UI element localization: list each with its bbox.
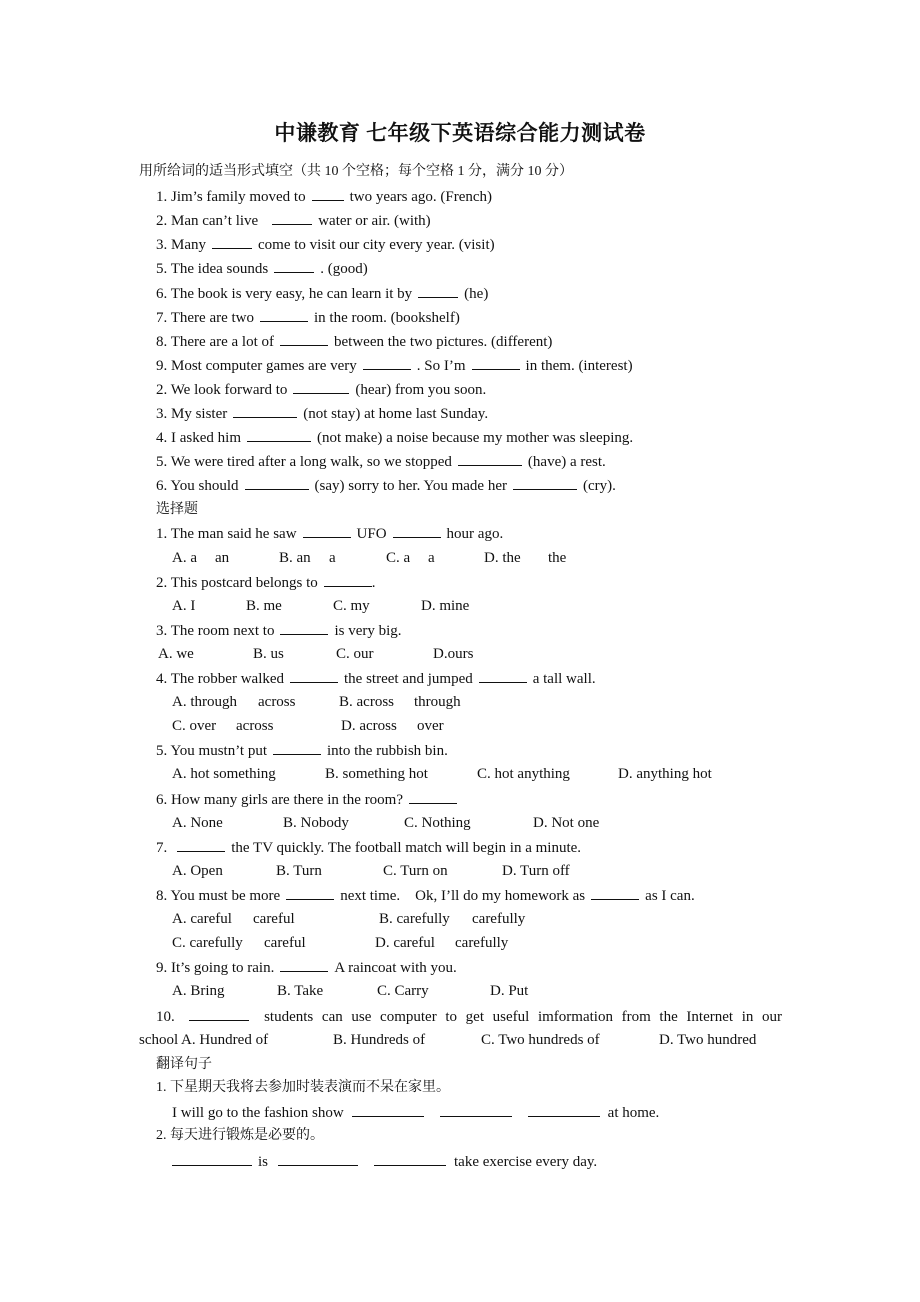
option[interactable]: C. carefully	[172, 935, 243, 951]
item-text: 2. We look forward to	[156, 382, 288, 398]
option[interactable]: B. an	[279, 550, 311, 566]
option[interactable]: careful	[253, 911, 295, 927]
item-text: (not stay) at home last Sunday.	[303, 406, 489, 422]
fill-item	[156, 403, 488, 424]
blank-line	[458, 451, 522, 466]
question-text: UFO	[356, 526, 387, 542]
question-text: 1. The man said he saw	[156, 526, 297, 542]
page-title: 中谦教育 七年级下英语综合能力测试卷	[274, 121, 646, 145]
item-text: between the two pictures. (different)	[334, 334, 553, 350]
option[interactable]: a	[329, 550, 336, 566]
translation-prompt: 2. 每天进行锻炼是必要的。	[156, 1128, 324, 1143]
blank-line	[513, 475, 577, 490]
item-text: in them. (interest)	[525, 358, 633, 374]
option[interactable]: A. hot something	[172, 766, 276, 782]
item-text: 9. Most computer games are very	[156, 358, 357, 374]
blank-line	[472, 355, 520, 370]
question-text: 9. It’s going to rain.	[156, 960, 275, 976]
option[interactable]: A. Open	[172, 863, 223, 879]
item-text: (say) sorry to her. You made her	[314, 478, 507, 494]
question-text: A raincoat with you.	[334, 960, 457, 976]
question	[156, 957, 457, 978]
blank-line	[418, 283, 458, 298]
option[interactable]: the	[548, 550, 567, 566]
blank-line	[479, 668, 527, 683]
question	[156, 668, 596, 689]
option[interactable]: over	[417, 718, 444, 734]
answer-text: I will go to the fashion show	[172, 1105, 344, 1121]
option[interactable]: D. Put	[490, 983, 529, 999]
item-text: (not make) a noise because my mother was sleeping.	[316, 430, 634, 446]
option[interactable]: carefully	[472, 911, 526, 927]
option[interactable]: B. us	[253, 646, 284, 662]
item-text: water or air. (with)	[318, 213, 431, 229]
question	[156, 837, 581, 858]
section1-note: （共 10 个空格；每个空格 1 分，满分 10 分）	[293, 164, 573, 179]
item-text: 1. Jim’s family moved to	[156, 189, 306, 205]
fill-item	[156, 234, 495, 255]
blank-line	[312, 186, 344, 201]
blank-line	[189, 1006, 249, 1021]
question	[156, 740, 448, 761]
fill-item	[156, 258, 368, 279]
item-text: . (good)	[320, 261, 368, 277]
blank-line	[280, 331, 328, 346]
question-text: 10.	[156, 1009, 175, 1025]
question-text: 4. The robber walked	[156, 671, 285, 687]
option[interactable]: C. hot anything	[477, 766, 570, 782]
question-text: school	[139, 1032, 179, 1048]
option[interactable]: A. we	[158, 646, 194, 662]
option[interactable]: across	[258, 694, 296, 710]
blank-line	[324, 572, 372, 587]
option[interactable]: A. Hundred of	[181, 1032, 269, 1048]
question-text: hour ago.	[446, 526, 504, 542]
option[interactable]: across	[236, 718, 274, 734]
item-text: 5. The idea sounds	[156, 261, 269, 277]
fill-item	[156, 379, 486, 400]
fill-item	[156, 451, 606, 472]
blank-line	[303, 523, 351, 538]
blank-line	[290, 668, 338, 683]
blank-line	[245, 475, 309, 490]
question-text: 2. This postcard belongs to	[156, 575, 318, 591]
blank-line	[286, 885, 334, 900]
question	[156, 620, 402, 641]
option[interactable]: B. something hot	[325, 766, 428, 782]
question-text: 6. How many girls are there in the room?	[156, 792, 404, 808]
blank-line	[274, 258, 314, 273]
option[interactable]: B. Take	[277, 983, 324, 999]
blank-line[interactable]	[278, 1151, 358, 1166]
blank-line	[591, 885, 639, 900]
fill-item	[156, 355, 633, 376]
option[interactable]: D. anything hot	[618, 766, 712, 782]
blank-line	[177, 837, 225, 852]
item-text: (have) a rest.	[527, 454, 606, 470]
question-text: students can use computer to get useful imformation from the Internet in our	[264, 1009, 783, 1025]
translation-answer	[172, 1102, 659, 1123]
section1-header	[139, 161, 573, 182]
blank-line	[273, 740, 321, 755]
fill-item	[156, 186, 492, 207]
question-text: the street and jumped	[344, 671, 473, 687]
blank-line[interactable]	[172, 1151, 252, 1166]
option[interactable]: D. Turn off	[502, 863, 570, 879]
option[interactable]: C. over	[172, 718, 217, 734]
option[interactable]: D.ours	[433, 646, 474, 662]
blank-line	[280, 620, 328, 635]
option[interactable]: C. Nothing	[404, 815, 471, 831]
question	[156, 572, 376, 593]
option[interactable]: A. through	[172, 694, 237, 710]
blank-line[interactable]	[440, 1102, 512, 1117]
option[interactable]: A. a	[172, 550, 197, 566]
option[interactable]: A. careful	[172, 911, 232, 927]
item-text: in the room. (bookshelf)	[314, 310, 460, 326]
option[interactable]: C. our	[336, 646, 374, 662]
question-text: a tall wall.	[532, 671, 596, 687]
item-text: . So I’m	[416, 358, 466, 374]
fill-item	[156, 283, 488, 304]
fill-item	[156, 307, 460, 328]
blank-line	[247, 427, 311, 442]
option[interactable]: D. careful	[375, 935, 435, 951]
item-text: 7. There are two	[156, 310, 255, 326]
question-text: is very big.	[334, 623, 402, 639]
item-text: two years ago. (French)	[349, 189, 493, 205]
option[interactable]: C. Carry	[377, 983, 429, 999]
blank-line[interactable]	[528, 1102, 600, 1117]
section1-heading: 用所给词的适当形式填空	[139, 163, 293, 179]
question-text: next time. Ok, I’ll do my homework as	[340, 888, 586, 904]
option[interactable]: A. Bring	[172, 983, 225, 999]
question-text: .	[371, 575, 376, 591]
question-text: the TV quickly. The football match will begin in a minute.	[231, 840, 582, 856]
question	[156, 1006, 782, 1027]
item-text: 4. I asked him	[156, 430, 241, 446]
option[interactable]: D. across	[341, 718, 397, 734]
blank-line	[272, 210, 312, 225]
option[interactable]: B. Nobody	[283, 815, 349, 831]
option[interactable]: B. me	[246, 598, 282, 614]
fill-item	[156, 331, 552, 352]
option[interactable]: D. the	[484, 550, 521, 566]
question-text: as I can.	[645, 888, 695, 904]
answer-text: is	[258, 1154, 269, 1170]
item-text: 6. You should	[156, 478, 239, 494]
question-text: into the rubbish bin.	[327, 743, 448, 759]
blank-line	[293, 379, 349, 394]
question-text: 8. You must be more	[156, 888, 281, 904]
fill-item	[156, 427, 633, 448]
translation-answer	[172, 1151, 597, 1172]
fill-item	[156, 210, 431, 231]
option[interactable]: B. carefully	[379, 911, 450, 927]
option[interactable]: D. Not one	[533, 815, 600, 831]
fill-item	[156, 475, 616, 496]
blank-line	[393, 523, 441, 538]
item-text: 6. The book is very easy, he can learn it by	[156, 286, 413, 302]
option[interactable]: through	[414, 694, 461, 710]
item-text: (he)	[464, 286, 489, 302]
question	[156, 523, 503, 544]
blank-line[interactable]	[374, 1151, 446, 1166]
blank-line	[212, 234, 252, 249]
question	[156, 789, 463, 810]
option[interactable]: D. Two hundred	[659, 1032, 757, 1048]
option[interactable]: an	[215, 550, 230, 566]
item-text: (hear) from you soon.	[355, 382, 487, 398]
item-text: 3. My sister	[156, 406, 228, 422]
question-text: 5. You mustn’t put	[156, 743, 268, 759]
option[interactable]: B. across	[339, 694, 394, 710]
option[interactable]: A. I	[172, 598, 196, 614]
question-text: 7.	[156, 840, 168, 856]
item-text: 3. Many	[156, 237, 206, 253]
blank-line	[260, 307, 308, 322]
blank-line	[280, 957, 328, 972]
blank-line	[363, 355, 411, 370]
answer-text: take exercise every day.	[454, 1154, 598, 1170]
blank-line	[409, 789, 457, 804]
translation-prompt: 1. 下星期天我将去参加时装表演而不呆在家里。	[156, 1080, 450, 1095]
option[interactable]: B. Turn	[276, 863, 322, 879]
item-text: (cry).	[583, 478, 616, 494]
item-text: 8. There are a lot of	[156, 334, 275, 350]
item-text: 2. Man can’t live	[156, 213, 259, 229]
section2-heading: 选择题	[156, 501, 198, 517]
option[interactable]: C. my	[333, 598, 370, 614]
option[interactable]: C. a	[386, 550, 411, 566]
option[interactable]: a	[428, 550, 435, 566]
answer-text: at home.	[607, 1105, 660, 1121]
option[interactable]: C. Turn on	[383, 863, 448, 879]
option[interactable]: C. Two hundreds of	[481, 1032, 600, 1048]
option[interactable]: carefully	[455, 935, 509, 951]
blank-line	[233, 403, 297, 418]
option[interactable]: B. Hundreds of	[333, 1032, 426, 1048]
blank-line[interactable]	[352, 1102, 424, 1117]
item-text: come to visit our city every year. (visit)	[258, 237, 495, 253]
question	[156, 885, 695, 906]
option[interactable]: A. None	[172, 815, 223, 831]
option[interactable]: careful	[264, 935, 306, 951]
option[interactable]: D. mine	[421, 598, 470, 614]
section3-heading: 翻译句子	[156, 1056, 212, 1072]
item-text: 5. We were tired after a long walk, so we stopped	[156, 454, 452, 470]
question-text: 3. The room next to	[156, 623, 275, 639]
